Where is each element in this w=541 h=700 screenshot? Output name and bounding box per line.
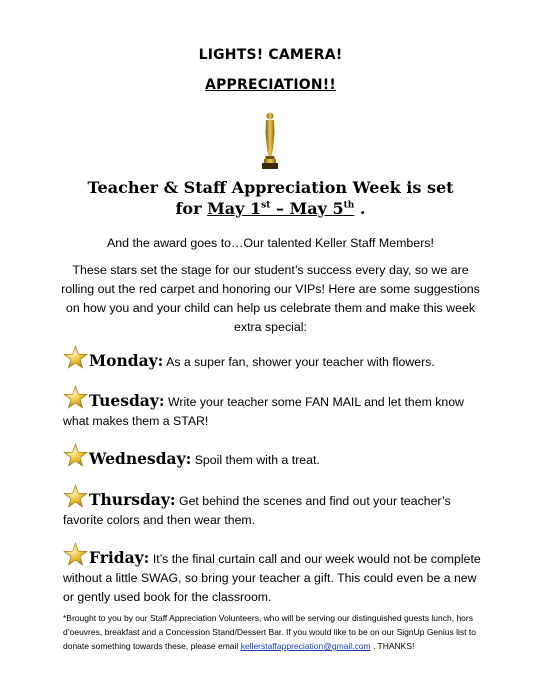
day-item [63, 449, 483, 470]
star-icon [63, 385, 88, 410]
star-icon [63, 484, 88, 509]
day-text: Get behind the scenes and find out your teacher’s favorite colors and then wear them. [63, 494, 455, 527]
header-line-2-text: APPRECIATION!! [205, 77, 336, 93]
day-item [63, 548, 483, 607]
email-link[interactable]: kellerstaffappreciation@gmail.com [240, 641, 371, 651]
header-line-2 [0, 77, 541, 93]
intro-text: And the award goes to…Our talented Keller Staff Members! [107, 236, 434, 250]
headline-line-2 [0, 199, 541, 218]
body-text: These stars set the stage for our student’s success every day, so we are rolling out the red carpet and honoring our VIPs! Here are some suggestions on how you and your child can help us celebrate them and make this week extra special: [61, 263, 480, 334]
date-start-suffix: st [261, 200, 271, 211]
day-name: Monday: [89, 351, 164, 370]
star-icon [63, 345, 88, 370]
footnote-closing: . THANKS! [372, 641, 415, 651]
header-line-1: LIGHTS! CAMERA! [198, 47, 343, 63]
headline-for: for [175, 199, 202, 218]
headline-line-1: Teacher & Staff Appreciation Week is set [87, 178, 454, 197]
day-text: Write your teacher some FAN MAIL and let them know what makes them a STAR! [63, 395, 468, 428]
star-icon [63, 443, 88, 468]
day-name: Tuesday: [89, 391, 165, 410]
star-icon [63, 542, 88, 567]
headline-period: . [359, 199, 366, 218]
date-dash: – [275, 199, 284, 218]
date-start: May 1 [207, 199, 262, 218]
day-text: As a super fan, shower your teacher with flowers. [166, 355, 435, 369]
day-item [63, 391, 483, 431]
date-end-suffix: th [343, 200, 355, 211]
headline-dates [207, 199, 354, 218]
day-text: Spoil them with a treat. [194, 453, 320, 467]
day-name: Thursday: [89, 490, 176, 509]
day-name: Wednesday: [89, 449, 192, 468]
day-item [63, 351, 483, 372]
oscar-statuette-icon [259, 111, 281, 169]
day-item [63, 490, 483, 530]
day-text: It’s the final curtain call and our week would not be complete without a little SWAG, so bring your teacher a gift. This could even be a new or gently used book for the classroom. [63, 552, 485, 604]
day-name: Friday: [89, 548, 150, 567]
footnote [63, 611, 483, 653]
footnote-text: *Brought to you by our Staff Appreciation Volunteers, who will be serving our distinguished guests lunch, hors d’oeuvres, breakfast and a Concession Stand/Dessert Bar. If you would like to be on our SignUp Genius list to donate something towards these, please email [63, 613, 476, 651]
date-end: May 5 [289, 199, 344, 218]
